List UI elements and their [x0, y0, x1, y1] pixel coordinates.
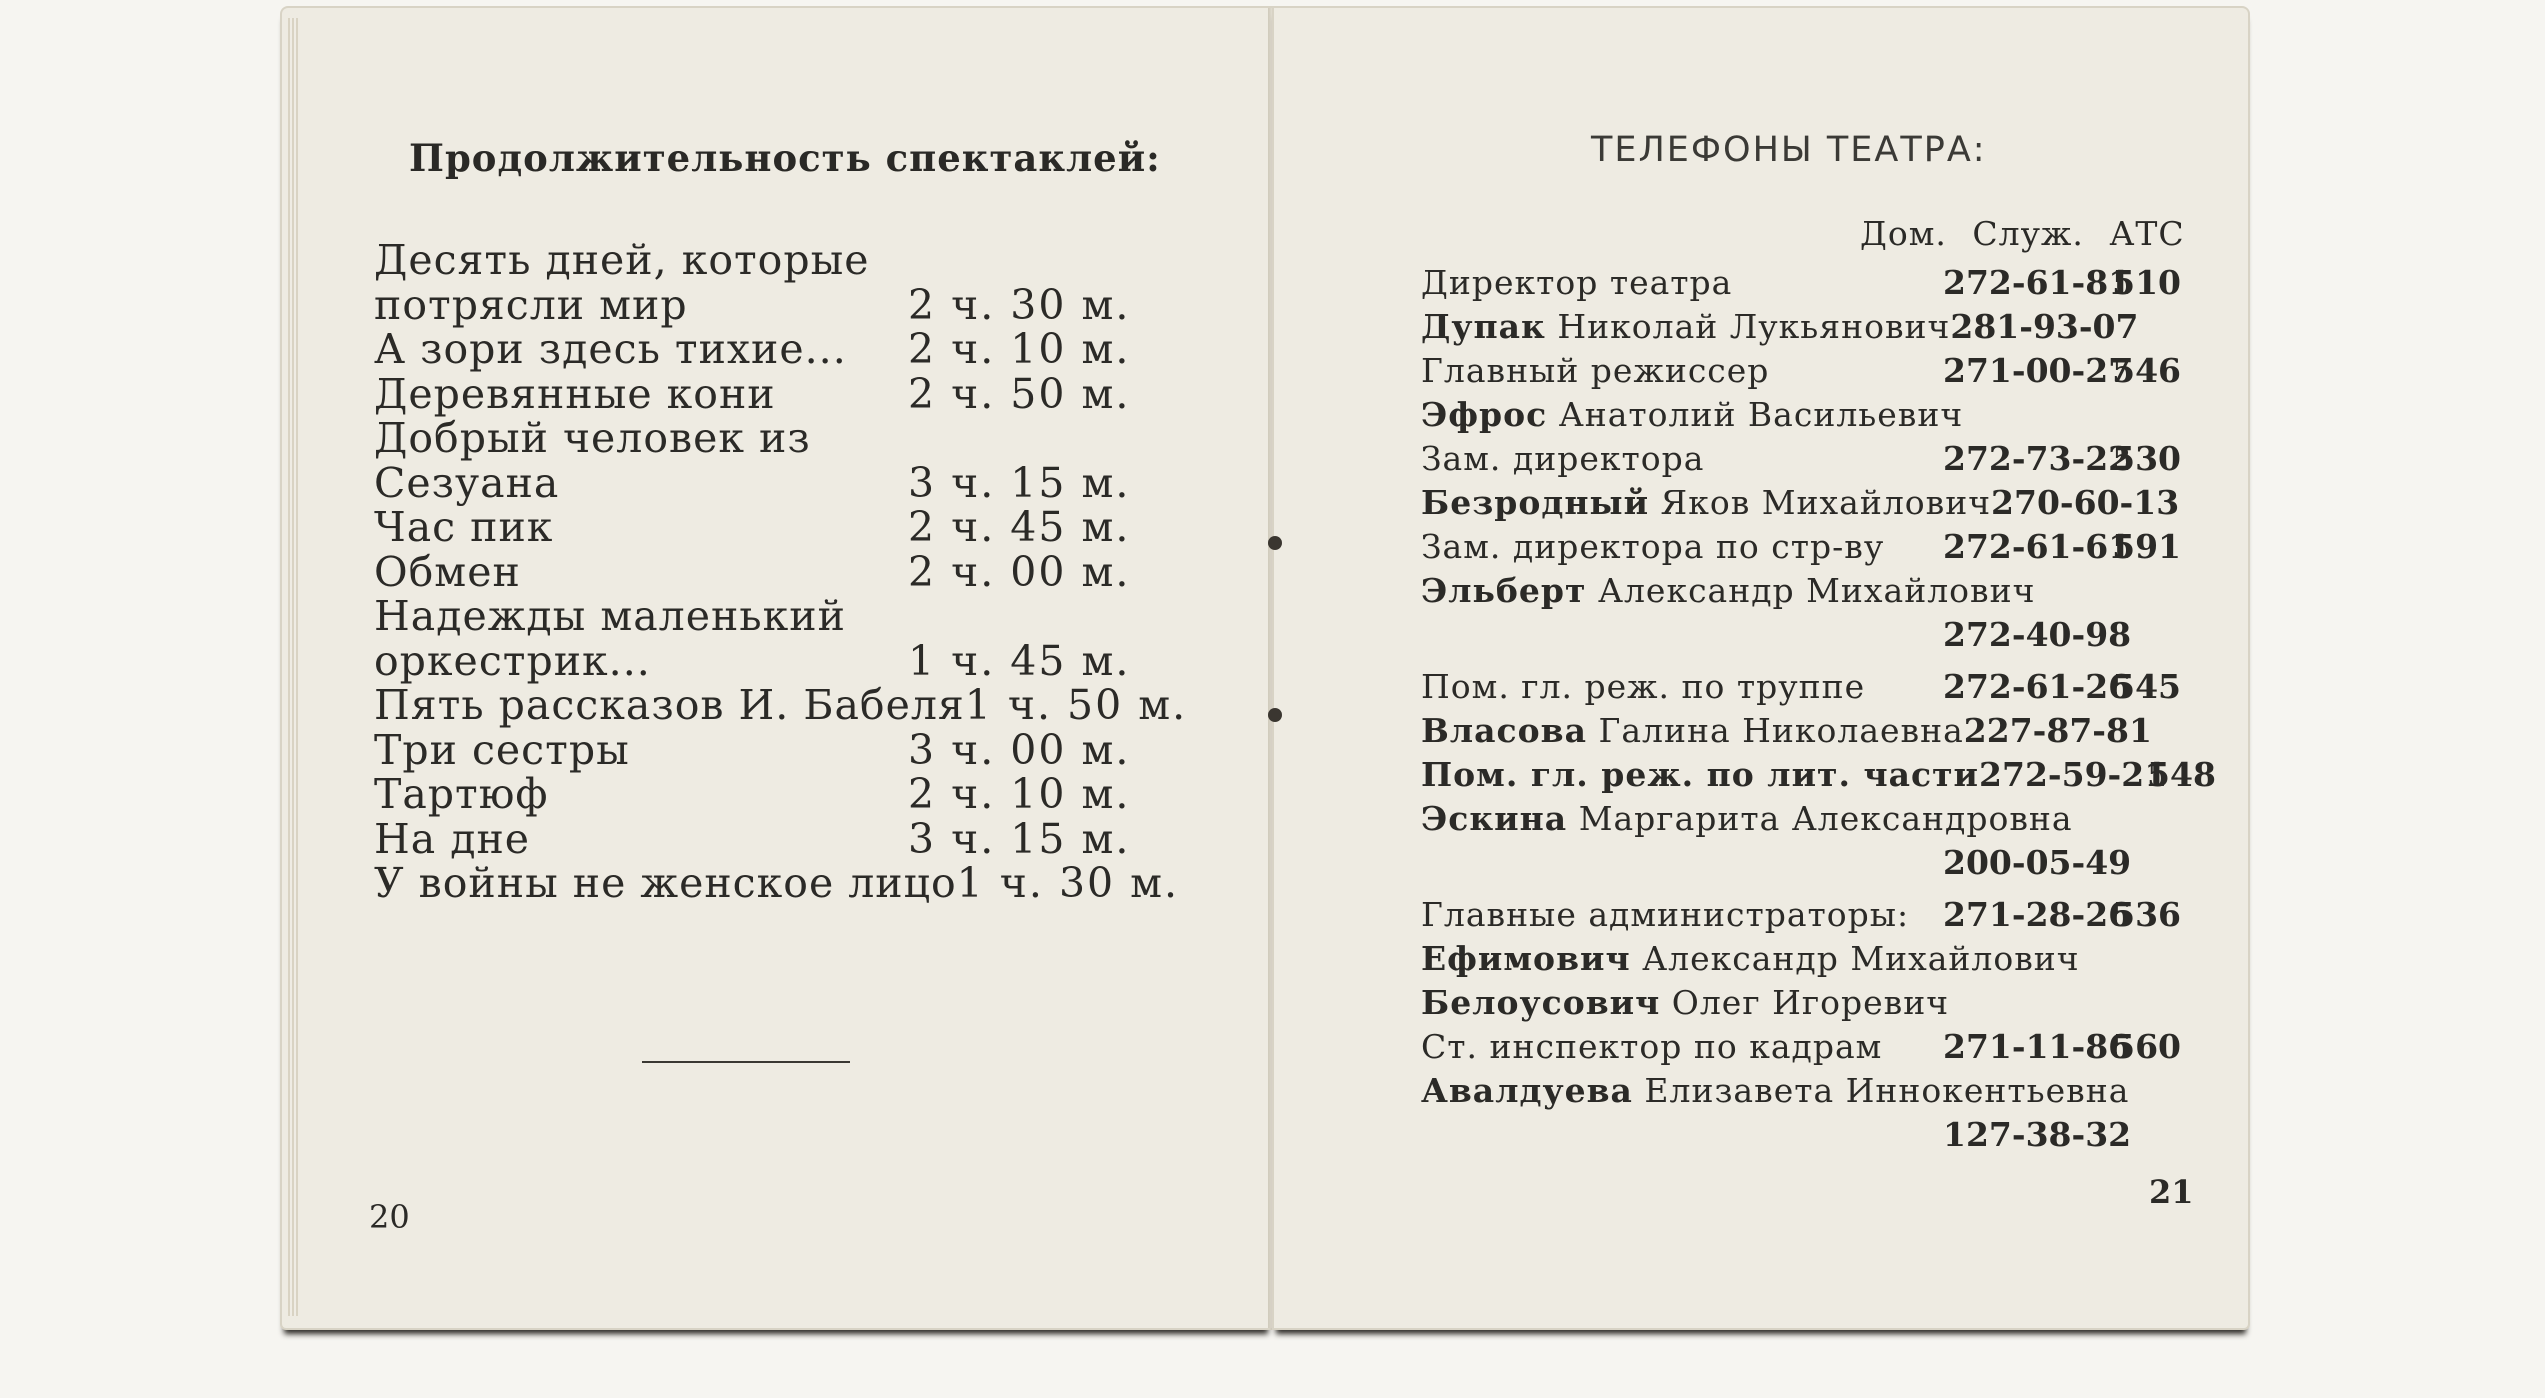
- entry-text: Анатолий Васильевич: [1558, 395, 1964, 434]
- entry-label: [1421, 439, 1943, 478]
- entry-label: [1421, 571, 2035, 610]
- performance-row: [374, 636, 1131, 685]
- entry-name-bold: Эльберт: [1421, 571, 1587, 610]
- entry-text: Пом. гл. реж. по труппе: [1421, 667, 1866, 706]
- entry-label: [1421, 1027, 1943, 1066]
- performance-duration: [908, 238, 1114, 283]
- entry-text: Директор театра: [1421, 263, 1733, 302]
- entry-text: Зам. директора: [1421, 439, 1705, 478]
- entry-phone: 272-61-61: [1943, 527, 2132, 566]
- entry-label: [1421, 263, 1943, 302]
- entry-text: Александр Михайлович: [1642, 939, 2080, 978]
- entry-label: [1421, 983, 1949, 1022]
- performance-title: оркестрик...: [374, 636, 651, 685]
- phone-entry: [1421, 983, 2181, 1027]
- performance-title: У войны не женское лицо: [374, 859, 957, 907]
- entry-name-bold: Пом. гл. реж. по лит. части: [1421, 755, 1980, 794]
- entry-ats: 560: [2112, 1027, 2181, 1066]
- performance-row: [374, 503, 1131, 551]
- performance-duration: 3 ч. 15 м.: [908, 814, 1131, 863]
- entry-phone: 281-93-07: [1950, 307, 2139, 346]
- entry-phone: 271-11-86: [1943, 1027, 2132, 1066]
- header-dom: Дом.: [1860, 214, 1947, 253]
- entry-phone: 272-59-21: [1979, 755, 2168, 794]
- phone-entry: [1421, 843, 2181, 887]
- left-page: [282, 8, 1270, 1328]
- entry-text: Главный режиссер: [1421, 351, 1770, 390]
- entry-text: Зам. директора по стр-ву: [1421, 527, 1885, 566]
- entry-ats: 530: [2112, 439, 2181, 478]
- phone-entry: [1421, 895, 2181, 939]
- entry-label: [1421, 1071, 2129, 1110]
- entry-phone: 271-28-26: [1943, 895, 2132, 934]
- entry-phone: 272-73-22: [1943, 439, 2132, 478]
- entry-name-bold: Безродный: [1421, 483, 1650, 522]
- entry-phone: 272-40-98: [1943, 615, 2132, 654]
- header-sluzh: Служ.: [1972, 214, 2084, 253]
- performance-row: [374, 547, 1131, 596]
- performance-title: Обмен: [374, 547, 521, 596]
- performance-row: [374, 681, 1188, 729]
- performance-duration: 2 ч. 30 м.: [908, 280, 1131, 329]
- performance-duration: 2 ч. 10 м.: [908, 325, 1131, 373]
- entry-name-bold: Белоусович: [1421, 983, 1661, 1022]
- performance-title: Деревянные кони: [374, 369, 776, 418]
- entry-phone: 271-00-27: [1943, 351, 2132, 390]
- performance-title: Тартюф: [374, 770, 549, 818]
- page-number-right: 21: [2149, 1173, 2194, 1211]
- performance-duration: 1 ч. 30 м.: [956, 859, 1180, 907]
- performance-row: [374, 458, 1131, 507]
- performance-duration: 2 ч. 50 м.: [908, 369, 1131, 418]
- entry-gap: [1421, 659, 2181, 667]
- performance-row: [374, 280, 1131, 329]
- entry-text: Главные администраторы:: [1421, 895, 1910, 934]
- entry-phone: 272-61-26: [1943, 667, 2132, 706]
- entry-text: Яков Михайлович: [1660, 483, 1992, 522]
- performance-row: [374, 594, 1114, 639]
- staple-hole: [1268, 536, 1282, 550]
- entry-label: [1421, 307, 1950, 346]
- phones-title: ТЕЛЕФОНЫ ТЕАТРА:: [1591, 130, 1987, 170]
- booklet-spread: [282, 8, 2252, 1340]
- phone-entry: [1421, 755, 2216, 799]
- entry-label: [1421, 667, 1943, 706]
- performance-row: [374, 725, 1131, 774]
- entry-name-bold: Эфрос: [1421, 395, 1548, 434]
- entry-phone: 270-60-13: [1991, 483, 2180, 522]
- entry-label: [1421, 483, 1991, 522]
- entry-name-bold: Дупак: [1421, 307, 1546, 346]
- staple-hole: [1268, 708, 1282, 722]
- phone-entry: [1421, 1071, 2181, 1115]
- performance-duration: [908, 416, 1114, 461]
- phone-entry: [1421, 615, 2181, 659]
- phone-entry: [1421, 307, 2181, 351]
- phone-entry: [1421, 939, 2181, 983]
- entry-name-bold: Авалдуева: [1421, 1071, 1633, 1110]
- entry-label: [1421, 527, 1943, 566]
- phone-entry: [1421, 571, 2181, 615]
- right-page: [1274, 8, 2248, 1328]
- entry-ats: 510: [2112, 263, 2181, 302]
- performance-row: [374, 416, 1114, 461]
- performance-duration: 3 ч. 00 м.: [908, 725, 1131, 774]
- performance-row: [374, 770, 1131, 818]
- performance-duration: 2 ч. 10 м.: [908, 770, 1131, 818]
- page-number-left: 20: [369, 1198, 410, 1236]
- performance-duration: 2 ч. 45 м.: [908, 503, 1131, 551]
- performance-title: А зори здесь тихие...: [374, 325, 847, 373]
- entry-gap: [1421, 887, 2181, 895]
- performance-row: [374, 814, 1131, 863]
- performance-title: потрясли мир: [374, 280, 688, 329]
- entry-ats: 546: [2112, 351, 2181, 390]
- performance-title: Надежды маленький: [374, 592, 846, 640]
- phone-list: [1421, 263, 2216, 1159]
- entry-phone: 227-87-81: [1963, 711, 2152, 750]
- performance-row: [374, 325, 1131, 373]
- entry-name-bold: Власова: [1421, 711, 1587, 750]
- performance-duration: [908, 594, 1114, 639]
- phone-entry: [1421, 395, 2181, 439]
- phone-entry: [1421, 667, 2181, 711]
- entry-text: Галина Николаевна: [1598, 711, 1964, 750]
- entry-ats: 536: [2112, 895, 2181, 934]
- entry-text: Александр Михайлович: [1597, 571, 2036, 610]
- entry-label: [1421, 799, 2073, 838]
- phone-entry: [1421, 483, 2181, 527]
- performance-title: Пять рассказов И. Бабеля: [374, 681, 965, 729]
- phone-entry: [1421, 1115, 2181, 1159]
- phone-entry: [1421, 527, 2181, 571]
- entry-text: Ст. инспектор по кадрам: [1421, 1027, 1883, 1066]
- performance-title: Добрый человек из: [374, 414, 811, 462]
- column-headers: [1860, 214, 2199, 253]
- entry-text: Олег Игоревич: [1671, 983, 1950, 1022]
- entry-label: [1421, 395, 1963, 434]
- phone-entry: [1421, 1027, 2181, 1071]
- performance-duration: 1 ч. 50 м.: [964, 681, 1188, 729]
- entry-text: Елизавета Иннокентьевна: [1644, 1071, 2130, 1110]
- performance-row: [374, 238, 1114, 283]
- performance-title: Три сестры: [374, 725, 630, 774]
- performance-row: [374, 369, 1131, 418]
- entry-phone: 127-38-32: [1943, 1115, 2132, 1154]
- performance-row: [374, 859, 1180, 907]
- durations-title: Продолжительность спектаклей:: [409, 136, 1161, 180]
- performance-list: [374, 236, 1188, 907]
- phone-entry: [1421, 263, 2181, 307]
- phone-entry: [1421, 711, 2181, 755]
- performance-title: На дне: [374, 814, 531, 863]
- entry-text: Николай Лукьянович: [1557, 307, 1951, 346]
- phone-entry: [1421, 799, 2181, 843]
- entry-phone: 200-05-49: [1943, 843, 2132, 882]
- performance-duration: 2 ч. 00 м.: [908, 547, 1131, 596]
- entry-label: [1421, 711, 1964, 750]
- phone-entry: [1421, 439, 2181, 483]
- performance-duration: 1 ч. 45 м.: [908, 636, 1131, 685]
- entry-label: [1421, 351, 1943, 390]
- entry-ats: 591: [2112, 527, 2181, 566]
- entry-label: [1421, 895, 1943, 934]
- performance-title: Десять дней, которые: [374, 236, 870, 284]
- performance-title: Сезуана: [374, 458, 560, 507]
- phone-entry: [1421, 351, 2181, 395]
- entry-name-bold: Эскина: [1421, 799, 1568, 838]
- header-ats: АТС: [2109, 214, 2185, 253]
- entry-phone: 272-61-81: [1943, 263, 2132, 302]
- performance-duration: 3 ч. 15 м.: [908, 458, 1131, 507]
- entry-label: [1421, 755, 1979, 794]
- entry-text: Маргарита Александровна: [1578, 799, 2073, 838]
- entry-name-bold: Ефимович: [1421, 939, 1631, 978]
- entry-label: [1421, 939, 2080, 978]
- entry-ats: 545: [2112, 667, 2181, 706]
- entry-ats: 548: [2147, 755, 2216, 794]
- performance-title: Час пик: [374, 503, 554, 551]
- divider-line: [642, 1061, 850, 1063]
